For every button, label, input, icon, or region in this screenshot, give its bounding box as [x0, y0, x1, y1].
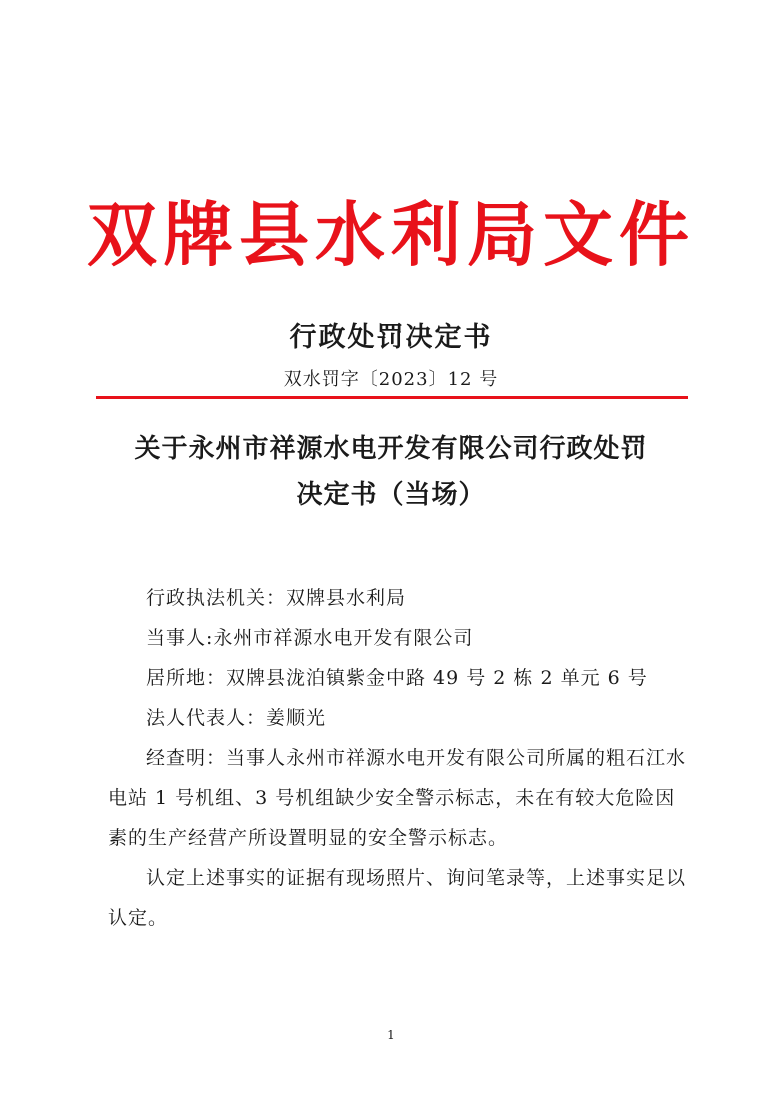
- legal-representative: 法人代表人：姜顺光: [146, 707, 327, 729]
- findings-paragraph: 经查明：当事人永州市祥源水电开发有限公司所属的粗石江水电站 1 号机组、3 号机组缺少安全警示标志，未在有较大危险因素的生产经营产所设置明显的安全警示标志。: [108, 747, 687, 849]
- document-type: 行政处罚决定书: [289, 322, 493, 353]
- document-number: 双水罚字〔2023〕12 号: [283, 369, 499, 390]
- title-line-1: 关于永州市祥源水电开发有限公司行政处罚: [134, 434, 648, 464]
- page-number: 1: [387, 1028, 395, 1042]
- title-line-2: 决定书（当场）: [296, 480, 486, 510]
- enforcement-authority: 行政执法机关：双牌县水利局: [146, 587, 407, 609]
- masthead-title: 双牌县水利局文件: [87, 194, 695, 276]
- document-body: [108, 578, 688, 938]
- evidence-paragraph: 认定上述事实的证据有现场照片、询问笔录等，上述事实足以认定。: [108, 867, 687, 929]
- party-name: 当事人:永州市祥源水电开发有限公司: [146, 627, 474, 649]
- red-divider-line: [96, 396, 688, 399]
- document-title: [90, 426, 692, 518]
- party-address: 居所地：双牌县泷泊镇紫金中路 49 号 2 栋 2 单元 6 号: [146, 667, 648, 689]
